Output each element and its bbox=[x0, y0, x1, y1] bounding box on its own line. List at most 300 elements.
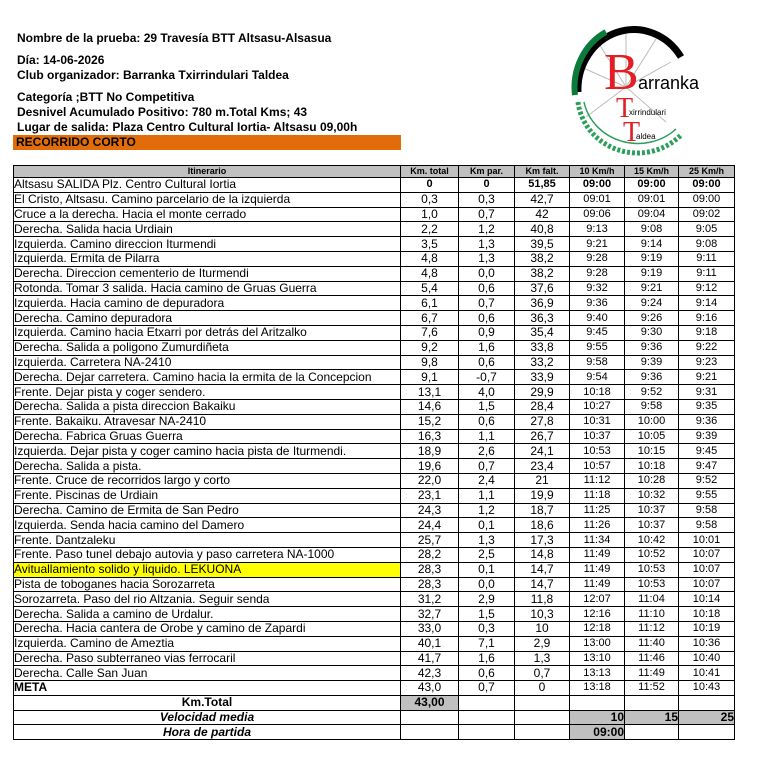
table-row bbox=[14, 518, 735, 533]
cell-itinerary: Derecha. Salida a pista direccion Bakaiku bbox=[14, 399, 401, 414]
cell-km-falt: 14,7 bbox=[515, 562, 570, 577]
cell-time-15kmh: 10:53 bbox=[625, 562, 679, 577]
km-total-label: Km.Total bbox=[14, 695, 401, 710]
cell-time-10kmh: 10:31 bbox=[570, 414, 625, 429]
cell-time-25kmh: 10:41 bbox=[679, 666, 735, 681]
cell-time-10kmh: 9:32 bbox=[570, 281, 625, 296]
cell-time-15kmh: 11:46 bbox=[625, 651, 679, 666]
table-row bbox=[14, 651, 735, 666]
cell-km-total: 4,8 bbox=[401, 251, 459, 266]
cell-time-25kmh: 9:18 bbox=[679, 325, 735, 340]
cell-time-25kmh: 9:05 bbox=[679, 222, 735, 237]
cell-km-falt: 10,3 bbox=[515, 607, 570, 622]
cell-km-falt: 10 bbox=[515, 621, 570, 636]
table-row bbox=[14, 429, 735, 444]
cell-time-25kmh: 09:00 bbox=[679, 192, 735, 207]
cell-km-total: 14,6 bbox=[401, 399, 459, 414]
cell-km-par: 0,6 bbox=[459, 666, 515, 681]
average-speed-row bbox=[14, 710, 735, 725]
cell-time-25kmh: 10:01 bbox=[679, 533, 735, 548]
cell-km-falt: 33,8 bbox=[515, 340, 570, 355]
cell-km-falt: 33,2 bbox=[515, 355, 570, 370]
table-row bbox=[14, 459, 735, 474]
cell-km-total: 9,8 bbox=[401, 355, 459, 370]
cell-km-falt: 19,9 bbox=[515, 488, 570, 503]
cell-time-25kmh: 10:07 bbox=[679, 562, 735, 577]
cell-time-10kmh: 9:21 bbox=[570, 237, 625, 252]
table-row bbox=[14, 178, 735, 193]
logo-letter-t2: T bbox=[623, 117, 641, 148]
table-row bbox=[14, 237, 735, 252]
cell-itinerary: Frente. Dejar pista y coger sendero. bbox=[14, 385, 401, 400]
cell-time-15kmh: 11:52 bbox=[625, 681, 679, 696]
cell-km-par: -0,7 bbox=[459, 370, 515, 385]
cell-time-15kmh: 10:37 bbox=[625, 518, 679, 533]
cell-time-15kmh: 10:52 bbox=[625, 547, 679, 562]
cell-km-total: 33,0 bbox=[401, 621, 459, 636]
cell-time-10kmh: 10:57 bbox=[570, 459, 625, 474]
cell-time-25kmh: 10:18 bbox=[679, 607, 735, 622]
cell-km-falt: 38,2 bbox=[515, 251, 570, 266]
table-row bbox=[14, 340, 735, 355]
cell-km-par: 1,5 bbox=[459, 607, 515, 622]
cell-km-total: 7,6 bbox=[401, 325, 459, 340]
cell-km-falt: 24,1 bbox=[515, 444, 570, 459]
table-row bbox=[14, 592, 735, 607]
table-row bbox=[14, 681, 735, 696]
cell-km-par: 0,3 bbox=[459, 621, 515, 636]
cell-time-15kmh: 9:52 bbox=[625, 385, 679, 400]
cell-time-10kmh: 13:00 bbox=[570, 636, 625, 651]
cell-time-10kmh: 13:18 bbox=[570, 681, 625, 696]
cell-time-15kmh: 9:26 bbox=[625, 311, 679, 326]
cell-km-par: 4,0 bbox=[459, 385, 515, 400]
cell-km-falt: 28,4 bbox=[515, 399, 570, 414]
cell-itinerary: Derecha. Fabrica Gruas Guerra bbox=[14, 429, 401, 444]
cell-km-falt: 11,8 bbox=[515, 592, 570, 607]
cell-km-par: 1,3 bbox=[459, 251, 515, 266]
cell-time-25kmh: 10:40 bbox=[679, 651, 735, 666]
cell-itinerary: Frente. Bakaiku. Atravesar NA-2410 bbox=[14, 414, 401, 429]
cell-time-25kmh: 9:45 bbox=[679, 444, 735, 459]
cell-itinerary: Izquierda. Camino hacia Etxarri por detrás del Aritzalko bbox=[14, 325, 401, 340]
table-row bbox=[14, 311, 735, 326]
table-row bbox=[14, 296, 735, 311]
cell-km-par: 0,9 bbox=[459, 325, 515, 340]
table-row bbox=[14, 488, 735, 503]
cell-time-25kmh: 9:11 bbox=[679, 266, 735, 281]
cell-km-par: 0,7 bbox=[459, 296, 515, 311]
cell-itinerary: Derecha. Camino depuradora bbox=[14, 311, 401, 326]
cell-time-10kmh: 12:18 bbox=[570, 621, 625, 636]
cell-itinerary: Derecha. Paso subterraneo vias ferrocaril bbox=[14, 651, 401, 666]
km-total-value: 43,00 bbox=[401, 695, 459, 710]
cell-time-25kmh: 9:58 bbox=[679, 503, 735, 518]
cell-km-falt: 1,3 bbox=[515, 651, 570, 666]
cell-time-25kmh: 9:22 bbox=[679, 340, 735, 355]
cell-km-par: 1,6 bbox=[459, 340, 515, 355]
table-row bbox=[14, 281, 735, 296]
cell-km-total: 15,2 bbox=[401, 414, 459, 429]
cell-time-10kmh: 11:49 bbox=[570, 577, 625, 592]
cell-time-10kmh: 10:27 bbox=[570, 399, 625, 414]
cell-time-15kmh: 9:19 bbox=[625, 251, 679, 266]
cell-time-15kmh: 10:05 bbox=[625, 429, 679, 444]
cell-time-10kmh: 9:36 bbox=[570, 296, 625, 311]
cell-time-15kmh: 11:49 bbox=[625, 666, 679, 681]
cell-km-falt: 36,3 bbox=[515, 311, 570, 326]
cell-time-25kmh: 9:14 bbox=[679, 296, 735, 311]
cell-km-falt: 51,85 bbox=[515, 178, 570, 193]
cell-time-25kmh: 10:19 bbox=[679, 621, 735, 636]
cell-km-total: 9,1 bbox=[401, 370, 459, 385]
cell-time-25kmh: 10:43 bbox=[679, 681, 735, 696]
cell-km-falt: 14,7 bbox=[515, 577, 570, 592]
table-row bbox=[14, 385, 735, 400]
cell-time-10kmh: 9:28 bbox=[570, 266, 625, 281]
cell-itinerary: Derecha. Direccion cementerio de Iturmendi bbox=[14, 266, 401, 281]
cell-time-25kmh: 9:12 bbox=[679, 281, 735, 296]
cell-km-falt: 0 bbox=[515, 681, 570, 696]
table-row bbox=[14, 547, 735, 562]
start-place: Lugar de salida: Plaza Centro Cultural Iortia- Altsasu 09,00h bbox=[17, 120, 358, 134]
cell-time-25kmh: 09:02 bbox=[679, 207, 735, 222]
cell-time-10kmh: 11:34 bbox=[570, 533, 625, 548]
col-km-total: Km. total bbox=[401, 166, 459, 178]
cell-time-25kmh: 9:23 bbox=[679, 355, 735, 370]
cell-km-par: 0,6 bbox=[459, 281, 515, 296]
cell-time-15kmh: 10:18 bbox=[625, 459, 679, 474]
table-row bbox=[14, 621, 735, 636]
cell-km-total: 16,3 bbox=[401, 429, 459, 444]
cell-time-25kmh: 9:11 bbox=[679, 251, 735, 266]
cell-time-15kmh: 9:19 bbox=[625, 266, 679, 281]
cell-itinerary: Frente. Paso tunel debajo autovia y paso carretera NA-1000 bbox=[14, 547, 401, 562]
route-table bbox=[13, 165, 735, 740]
cell-km-par: 1,3 bbox=[459, 533, 515, 548]
cell-km-par: 1,1 bbox=[459, 429, 515, 444]
cell-km-falt: 2,9 bbox=[515, 636, 570, 651]
cell-km-falt: 29,9 bbox=[515, 385, 570, 400]
cell-itinerary: Izquierda. Hacia camino de depuradora bbox=[14, 296, 401, 311]
cell-time-10kmh: 11:49 bbox=[570, 562, 625, 577]
cell-time-10kmh: 11:26 bbox=[570, 518, 625, 533]
cell-itinerary: Frente. Cruce de recorridos largo y corto bbox=[14, 473, 401, 488]
cell-time-25kmh: 9:08 bbox=[679, 237, 735, 252]
speed-15: 15 bbox=[625, 710, 679, 725]
cell-time-15kmh: 09:00 bbox=[625, 178, 679, 193]
col-15kmh: 15 Km/h bbox=[625, 166, 679, 178]
cell-km-par: 0,1 bbox=[459, 562, 515, 577]
cell-km-par: 1,5 bbox=[459, 399, 515, 414]
cell-km-total: 41,7 bbox=[401, 651, 459, 666]
cell-itinerary: Derecha. Salida a poligono Zumurdiñeta bbox=[14, 340, 401, 355]
table-row bbox=[14, 325, 735, 340]
col-km-falt: Km falt. bbox=[515, 166, 570, 178]
cell-km-par: 0,6 bbox=[459, 414, 515, 429]
cell-km-par: 0,7 bbox=[459, 459, 515, 474]
cell-time-25kmh: 9:39 bbox=[679, 429, 735, 444]
table-row bbox=[14, 414, 735, 429]
cell-time-15kmh: 9:58 bbox=[625, 399, 679, 414]
cell-km-total: 18,9 bbox=[401, 444, 459, 459]
cell-km-falt: 37,6 bbox=[515, 281, 570, 296]
cell-km-total: 25,7 bbox=[401, 533, 459, 548]
cell-time-10kmh: 09:00 bbox=[570, 178, 625, 193]
cell-itinerary: Rotonda. Tomar 3 salida. Hacia camino de Gruas Guerra bbox=[14, 281, 401, 296]
cell-km-par: 2,5 bbox=[459, 547, 515, 562]
cell-km-total: 6,1 bbox=[401, 296, 459, 311]
cell-km-total: 28,3 bbox=[401, 562, 459, 577]
table-row bbox=[14, 399, 735, 414]
cell-itinerary: Derecha. Salida hacia Urdiain bbox=[14, 222, 401, 237]
table-row bbox=[14, 370, 735, 385]
cell-km-total: 40,1 bbox=[401, 636, 459, 651]
cell-time-15kmh: 9:36 bbox=[625, 370, 679, 385]
club-logo bbox=[566, 17, 716, 157]
cell-km-total: 24,4 bbox=[401, 518, 459, 533]
speed-25: 25 bbox=[679, 710, 735, 725]
cell-time-15kmh: 10:37 bbox=[625, 503, 679, 518]
cell-time-25kmh: 09:00 bbox=[679, 178, 735, 193]
cell-time-10kmh: 10:53 bbox=[570, 444, 625, 459]
speed-10: 10 bbox=[570, 710, 625, 725]
cell-km-total: 1,0 bbox=[401, 207, 459, 222]
table-row bbox=[14, 533, 735, 548]
cell-km-total: 24,3 bbox=[401, 503, 459, 518]
cell-time-10kmh: 10:37 bbox=[570, 429, 625, 444]
table-row bbox=[14, 251, 735, 266]
cell-time-15kmh: 10:53 bbox=[625, 577, 679, 592]
cell-itinerary: El Cristo, Altsasu. Camino parcelario de la izquierda bbox=[14, 192, 401, 207]
cell-itinerary: Izquierda. Camino direccion Iturmendi bbox=[14, 237, 401, 252]
cell-km-par: 1,6 bbox=[459, 651, 515, 666]
cell-time-10kmh: 9:58 bbox=[570, 355, 625, 370]
elevation-info: Desnivel Acumulado Positivo: 780 m.Total Kms; 43 bbox=[17, 105, 308, 119]
table-row bbox=[14, 444, 735, 459]
cell-km-falt: 40,8 bbox=[515, 222, 570, 237]
cell-time-25kmh: 9:58 bbox=[679, 518, 735, 533]
logo-word-taldea: aldea bbox=[636, 132, 656, 141]
cell-time-25kmh: 9:21 bbox=[679, 370, 735, 385]
cell-km-par: 0,3 bbox=[459, 192, 515, 207]
cell-time-25kmh: 9:47 bbox=[679, 459, 735, 474]
cell-time-15kmh: 11:40 bbox=[625, 636, 679, 651]
cell-km-par: 0,7 bbox=[459, 207, 515, 222]
average-speed-label: Velocidad media bbox=[14, 710, 401, 725]
cell-time-10kmh: 9:13 bbox=[570, 222, 625, 237]
cell-itinerary: Sorozarreta. Paso del rio Altzania. Seguir senda bbox=[14, 592, 401, 607]
cell-itinerary: Derecha. Camino de Ermita de San Pedro bbox=[14, 503, 401, 518]
cell-km-falt: 27,8 bbox=[515, 414, 570, 429]
cell-km-total: 42,3 bbox=[401, 666, 459, 681]
cell-time-15kmh: 09:01 bbox=[625, 192, 679, 207]
table-row bbox=[14, 607, 735, 622]
col-10kmh: 10 Km/h bbox=[570, 166, 625, 178]
cell-itinerary: Derecha. Salida a camino de Urdalur. bbox=[14, 607, 401, 622]
cell-time-10kmh: 9:28 bbox=[570, 251, 625, 266]
table-row bbox=[14, 473, 735, 488]
cell-km-total: 23,1 bbox=[401, 488, 459, 503]
cell-km-total: 3,5 bbox=[401, 237, 459, 252]
cell-itinerary: Derecha. Salida a pista. bbox=[14, 459, 401, 474]
cell-time-25kmh: 9:16 bbox=[679, 311, 735, 326]
cell-km-falt: 33,9 bbox=[515, 370, 570, 385]
cell-km-falt: 18,6 bbox=[515, 518, 570, 533]
cell-time-10kmh: 9:54 bbox=[570, 370, 625, 385]
cell-time-25kmh: 10:07 bbox=[679, 577, 735, 592]
cell-km-par: 1,2 bbox=[459, 503, 515, 518]
cell-km-par: 0 bbox=[459, 178, 515, 193]
cell-km-total: 28,2 bbox=[401, 547, 459, 562]
col-km-par: Km par. bbox=[459, 166, 515, 178]
cell-km-par: 2,9 bbox=[459, 592, 515, 607]
cell-km-par: 7,1 bbox=[459, 636, 515, 651]
cell-time-15kmh: 10:00 bbox=[625, 414, 679, 429]
cell-km-total: 0,3 bbox=[401, 192, 459, 207]
cell-itinerary: Izquierda. Dejar pista y coger camino hacia pista de Iturmendi. bbox=[14, 444, 401, 459]
cell-time-15kmh: 11:12 bbox=[625, 621, 679, 636]
organizing-club: Club organizador: Barranka Txirrindulari Taldea bbox=[17, 68, 289, 82]
cell-time-10kmh: 9:40 bbox=[570, 311, 625, 326]
col-25kmh: 25 Km/h bbox=[679, 166, 735, 178]
cell-km-total: 28,3 bbox=[401, 577, 459, 592]
cell-km-total: 13,1 bbox=[401, 385, 459, 400]
cell-km-falt: 42 bbox=[515, 207, 570, 222]
cell-km-par: 0,6 bbox=[459, 355, 515, 370]
cell-km-falt: 42,7 bbox=[515, 192, 570, 207]
start-time-value: 09:00 bbox=[570, 725, 625, 740]
cell-time-15kmh: 10:15 bbox=[625, 444, 679, 459]
cell-time-15kmh: 09:04 bbox=[625, 207, 679, 222]
cell-itinerary: META bbox=[14, 681, 401, 696]
table-row bbox=[14, 503, 735, 518]
cell-km-falt: 18,7 bbox=[515, 503, 570, 518]
cell-time-25kmh: 10:36 bbox=[679, 636, 735, 651]
cell-time-10kmh: 9:45 bbox=[570, 325, 625, 340]
cell-time-10kmh: 09:01 bbox=[570, 192, 625, 207]
cell-km-total: 0 bbox=[401, 178, 459, 193]
cell-km-falt: 0,7 bbox=[515, 666, 570, 681]
cell-time-10kmh: 12:16 bbox=[570, 607, 625, 622]
cell-km-par: 0,7 bbox=[459, 681, 515, 696]
logo-word-barranka: arranka bbox=[638, 73, 700, 93]
cell-km-total: 9,2 bbox=[401, 340, 459, 355]
logo-letter-b: B bbox=[604, 44, 639, 101]
cell-time-25kmh: 9:55 bbox=[679, 488, 735, 503]
cell-km-total: 43,0 bbox=[401, 681, 459, 696]
table-row bbox=[14, 562, 735, 577]
km-total-row bbox=[14, 695, 735, 710]
cell-time-15kmh: 11:04 bbox=[625, 592, 679, 607]
cell-km-falt: 39,5 bbox=[515, 237, 570, 252]
cell-itinerary: Izquierda. Camino de Ameztia bbox=[14, 636, 401, 651]
cell-time-25kmh: 9:52 bbox=[679, 473, 735, 488]
cell-itinerary: Izquierda. Ermita de Pilarra bbox=[14, 251, 401, 266]
cell-time-15kmh: 9:39 bbox=[625, 355, 679, 370]
cell-km-par: 2,6 bbox=[459, 444, 515, 459]
event-name: Nombre de la prueba: 29 Travesía BTT Altsasu-Alsasua bbox=[17, 31, 332, 45]
cell-km-total: 5,4 bbox=[401, 281, 459, 296]
cell-km-par: 0,0 bbox=[459, 266, 515, 281]
cell-km-falt: 38,2 bbox=[515, 266, 570, 281]
cell-km-falt: 14,8 bbox=[515, 547, 570, 562]
route-banner: RECORRIDO CORTO bbox=[13, 135, 401, 150]
cell-time-10kmh: 13:13 bbox=[570, 666, 625, 681]
start-time-row bbox=[14, 725, 735, 740]
cell-time-15kmh: 9:21 bbox=[625, 281, 679, 296]
cell-time-10kmh: 11:12 bbox=[570, 473, 625, 488]
cell-km-falt: 35,4 bbox=[515, 325, 570, 340]
cell-time-10kmh: 11:25 bbox=[570, 503, 625, 518]
cell-time-15kmh: 9:14 bbox=[625, 237, 679, 252]
cell-km-total: 32,7 bbox=[401, 607, 459, 622]
table-row bbox=[14, 355, 735, 370]
cell-km-falt: 17,3 bbox=[515, 533, 570, 548]
cell-itinerary: Izquierda. Senda hacia camino del Damero bbox=[14, 518, 401, 533]
table-row bbox=[14, 636, 735, 651]
cell-time-10kmh: 11:49 bbox=[570, 547, 625, 562]
cell-itinerary: Cruce a la derecha. Hacia el monte cerrado bbox=[14, 207, 401, 222]
cell-itinerary: Avituallamiento solido y liquido. LEKUONA bbox=[14, 562, 401, 577]
table-row bbox=[14, 192, 735, 207]
cell-time-15kmh: 9:30 bbox=[625, 325, 679, 340]
cell-km-par: 1,1 bbox=[459, 488, 515, 503]
logo-word-txirrindulari: xirrindulari bbox=[629, 108, 666, 117]
cell-km-total: 6,7 bbox=[401, 311, 459, 326]
cell-time-25kmh: 10:07 bbox=[679, 547, 735, 562]
cell-km-total: 22,0 bbox=[401, 473, 459, 488]
cell-km-total: 19,6 bbox=[401, 459, 459, 474]
cell-km-par: 1,3 bbox=[459, 237, 515, 252]
table-row bbox=[14, 222, 735, 237]
cell-km-falt: 21 bbox=[515, 473, 570, 488]
cell-time-15kmh: 10:42 bbox=[625, 533, 679, 548]
event-date: Día: 14-06-2026 bbox=[17, 53, 105, 67]
cell-time-15kmh: 10:32 bbox=[625, 488, 679, 503]
cell-km-total: 2,2 bbox=[401, 222, 459, 237]
event-category: Categoría ;BTT No Competitiva bbox=[17, 90, 195, 104]
cell-time-10kmh: 09:06 bbox=[570, 207, 625, 222]
cell-itinerary: Altsasu SALIDA Plz. Centro Cultural Iortia bbox=[14, 178, 401, 193]
table-row bbox=[14, 207, 735, 222]
cell-time-25kmh: 10:14 bbox=[679, 592, 735, 607]
cell-time-25kmh: 9:35 bbox=[679, 399, 735, 414]
logo-letter-t1: T bbox=[616, 93, 634, 124]
cell-time-10kmh: 10:18 bbox=[570, 385, 625, 400]
cell-time-15kmh: 9:36 bbox=[625, 340, 679, 355]
cell-itinerary: Derecha. Hacia cantera de Orobe y camino de Zapardi bbox=[14, 621, 401, 636]
cell-time-25kmh: 9:36 bbox=[679, 414, 735, 429]
cell-time-10kmh: 11:18 bbox=[570, 488, 625, 503]
col-itinerario: Itinerario bbox=[14, 166, 401, 178]
cell-time-10kmh: 12:07 bbox=[570, 592, 625, 607]
table-row bbox=[14, 266, 735, 281]
cell-itinerary: Derecha. Dejar carretera. Camino hacia la ermita de la Concepcion bbox=[14, 370, 401, 385]
cell-time-15kmh: 10:28 bbox=[625, 473, 679, 488]
cell-km-falt: 36,9 bbox=[515, 296, 570, 311]
cell-km-total: 31,2 bbox=[401, 592, 459, 607]
table-header-row bbox=[14, 166, 735, 178]
cell-itinerary: Izquierda. Carretera NA-2410 bbox=[14, 355, 401, 370]
table-row bbox=[14, 666, 735, 681]
cell-itinerary: Frente. Dantzaleku bbox=[14, 533, 401, 548]
cell-itinerary: Derecha. Calle San Juan bbox=[14, 666, 401, 681]
cell-km-par: 0,6 bbox=[459, 311, 515, 326]
cell-time-15kmh: 11:10 bbox=[625, 607, 679, 622]
cell-time-10kmh: 9:55 bbox=[570, 340, 625, 355]
table-row bbox=[14, 577, 735, 592]
